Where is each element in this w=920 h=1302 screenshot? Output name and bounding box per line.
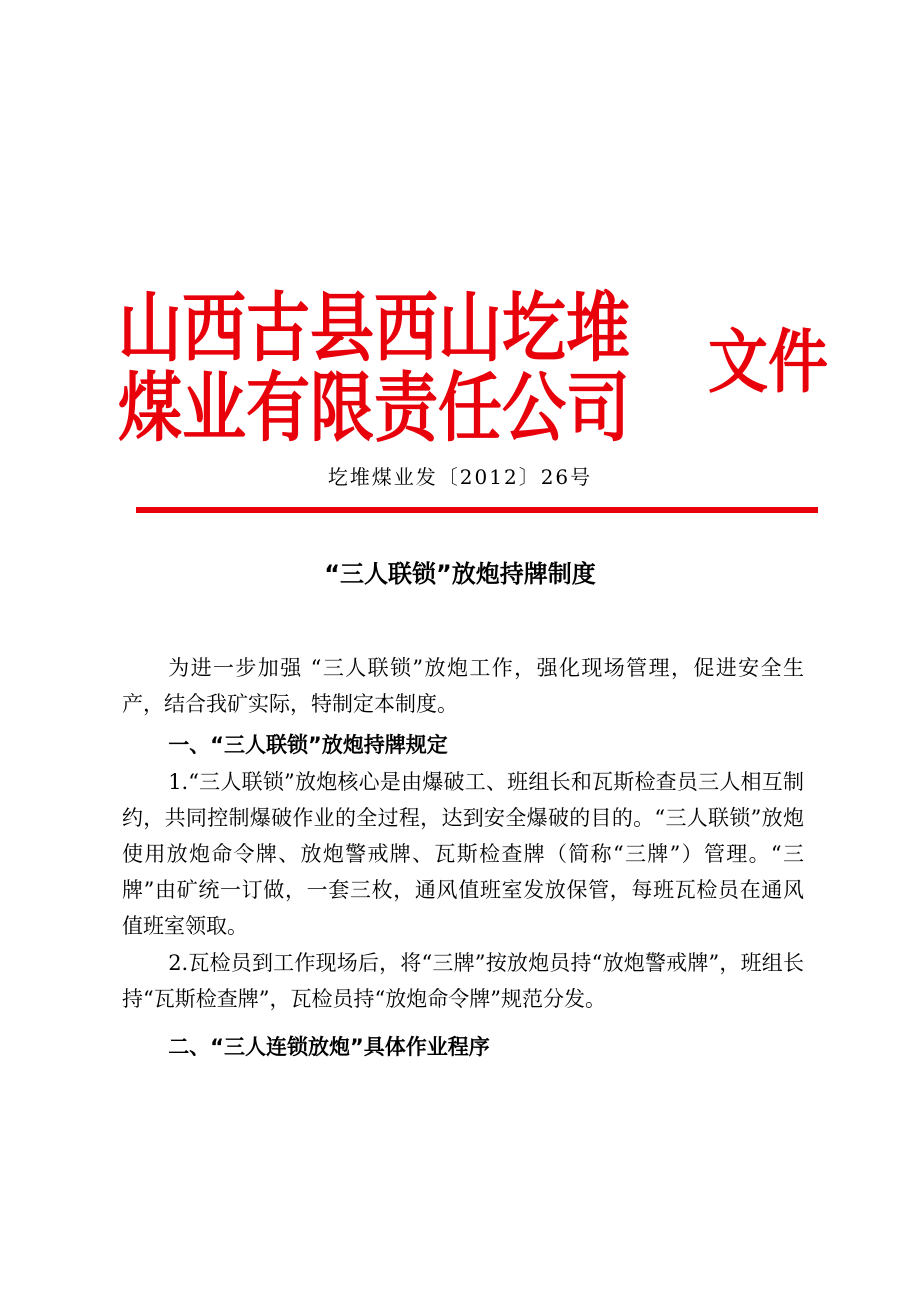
organization-name (118, 282, 630, 453)
intro-paragraph: 为进一步加强 “三人联锁”放炮工作，强化现场管理，促进安全生产，结合我矿实际，特制定本制度。 (122, 656, 804, 717)
organization-name-line-1: 山西古县西山圪堆 (118, 285, 630, 373)
organization-name-line-2: 煤业有限责任公司 (118, 365, 630, 453)
document-number: 圪堆煤业发〔2012〕26号 (327, 465, 593, 489)
document-body (122, 650, 804, 1065)
document-letterhead (118, 282, 838, 452)
section-1-item-2: 2.瓦检员到工作现场后，将“三牌”按放炮员持“放炮警戒牌”，班组长持“瓦斯检查牌”，瓦检员持“放炮命令牌”规范分发。 (122, 950, 804, 1011)
document-title: “三人联锁”放炮持牌制度 (324, 560, 596, 588)
section-1-heading: 一、“三人联锁”放炮持牌规定 (168, 733, 448, 758)
section-2-heading: 二、“三人连锁放炮”具体作业程序 (168, 1035, 490, 1060)
red-divider-line (136, 507, 818, 513)
letterhead-suffix: 文件 (708, 322, 828, 403)
section-1-item-1: 1.“三人联锁”放炮核心是由爆破工、班组长和瓦斯检查员三人相互制约，共同控制爆破作业的全过程，达到安全爆破的目的。“三人联锁”放炮使用放炮命令牌、放炮警戒牌、瓦斯检查牌（简称“三牌”）管理。“三牌”由矿统一订做，一套三枚，通风值班室发放保管，每班瓦检员在通风值班室领取。 (122, 769, 804, 939)
